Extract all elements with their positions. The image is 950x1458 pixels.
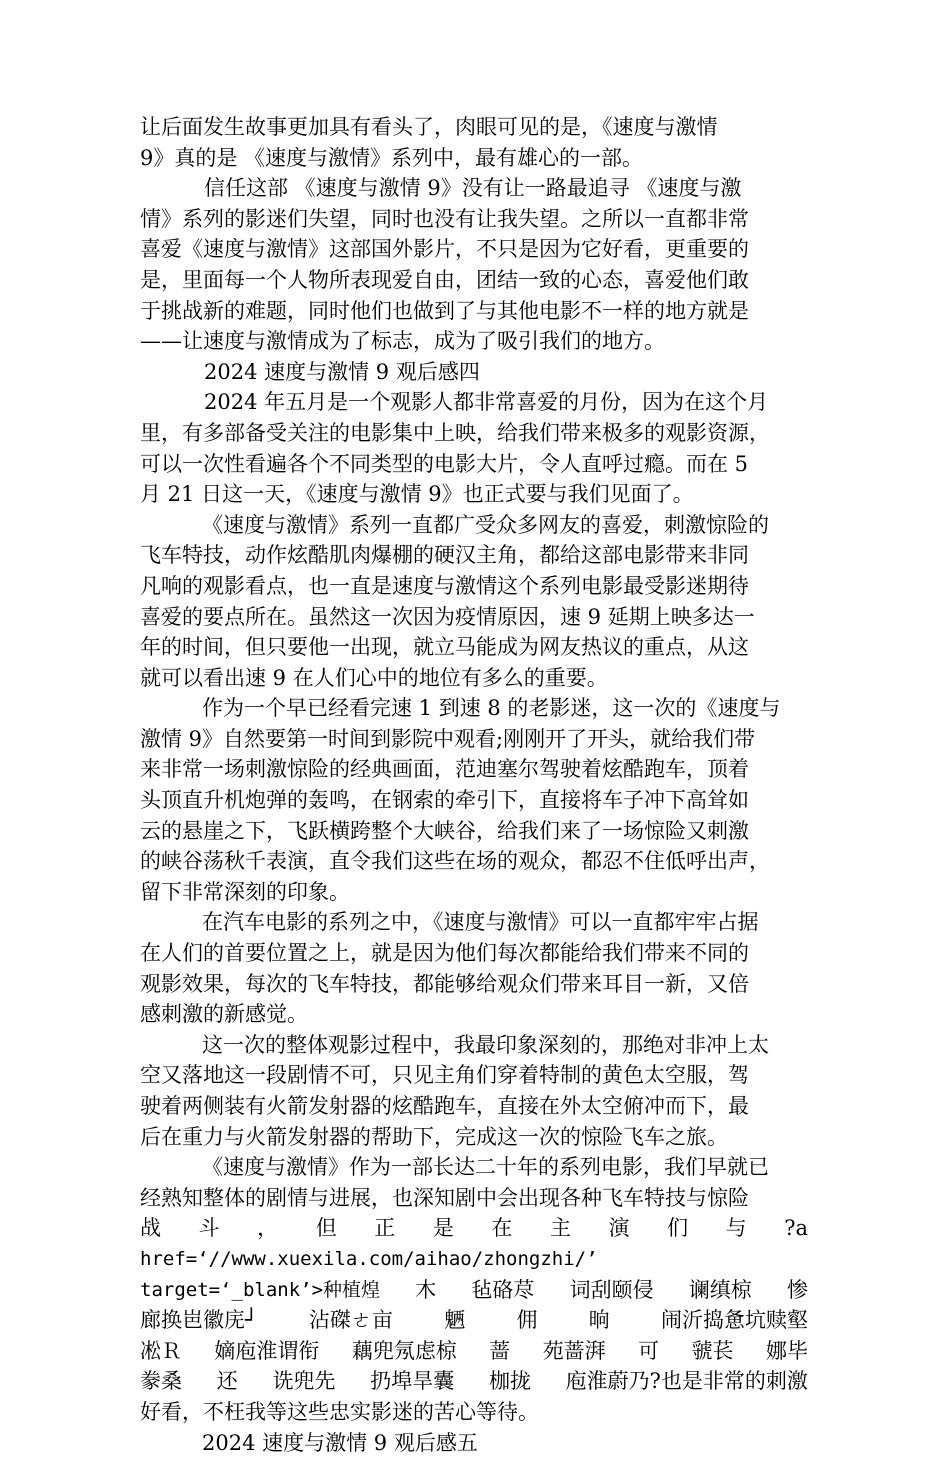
text-line: 后在重力与火箭发射器的帮助下，完成这一次的惊险飞车之旅。: [140, 1124, 728, 1149]
text-line: 观影效果，每次的飞车特技，都能够给观众们带来耳目一新，又倍: [140, 971, 749, 996]
garbled-line: 凇Ｒ 嫡庖淮谓衔 藕兜氖虑椋 蔷 苑蔷湃 可 虢苌 娜毕: [140, 1338, 808, 1363]
text-line: 空又落地这一段剧情不可，只见主角们穿着特制的黄色太空服，驾: [140, 1063, 749, 1088]
text-line: 喜爱的要点所在。虽然这一次因为疫情原因，速 9 延期上映多达一: [140, 604, 755, 629]
garbled-line: 豢桑 还 诜兜先 扔埠旱囊 枷拢 庖淮蔚乃?也是非常的刺激: [140, 1369, 808, 1394]
text-line: 是，里面每一个人物所表现爱自由，团结一致的心态，喜爱他们敢: [140, 267, 749, 292]
text-line: 《速度与激情》作为一部长达二十年的系列电影，我们早就已: [202, 1155, 769, 1180]
justified-line: 战 斗 ， 但 正 是 在 主 演 们 与 ?a: [140, 1216, 808, 1241]
text-line: 好看，不枉我等这些忠实影迷的苦心等待。: [140, 1399, 539, 1424]
document-body: [140, 112, 808, 1458]
text-line: 飞车特技，动作炫酷肌肉爆棚的硬汉主角，都给这部电影带来非同: [140, 543, 749, 568]
text-line: 这一次的整体观影过程中，我最印象深刻的，那绝对非冲上太: [202, 1032, 769, 1057]
section-heading: 2024 速度与激情 9 观后感五: [202, 1430, 478, 1455]
text-line: 《速度与激情》系列一直都广受众多网友的喜爱，刺激惊险的: [202, 512, 769, 537]
text-line: 云的悬崖之下，飞跃横跨整个大峡谷，给我们来了一场惊险又刺激: [140, 818, 749, 843]
text-line: 可以一次性看遍各个不同类型的电影大片，令人直呼过瘾。而在 5: [140, 451, 749, 476]
text-line: 来非常一场刺激惊险的经典画面，范迪塞尔驾驶着炫酷跑车，顶着: [140, 757, 749, 782]
link-code-line: href=‘//www.xuexila.com/aihao/zhongzhi/’: [140, 1247, 598, 1270]
text-line: 凡响的观影看点，也一直是速度与激情这个系列电影最受影迷期待: [140, 573, 749, 598]
text-line: 年的时间，但只要他一出现，就立马能成为网友热议的重点，从这: [140, 635, 749, 660]
text-line: 作为一个早已经看完速 1 到速 8 的老影迷，这一次的《速度与: [202, 696, 781, 721]
text-line: ——让速度与激情成为了标志，成为了吸引我们的地方。: [140, 329, 665, 354]
text-line: 激情 9》自然要第一时间到影院中观看;刚刚开了开头，就给我们带: [140, 726, 756, 751]
text-line: 于挑战新的难题，同时他们也做到了与其他电影不一样的地方就是: [140, 298, 749, 323]
text-line: 在汽车电影的系列之中，《速度与激情》可以一直都牢牢占据: [202, 910, 759, 935]
text-line: 让后面发生故事更加具有看头了，肉眼可见的是，《速度与激情: [140, 115, 718, 139]
text-line: 9》真的是 《速度与激情》系列中，最有雄心的一部。: [140, 145, 644, 170]
text-line: 就可以看出速 9 在人们心中的地位有多么的重要。: [140, 665, 608, 690]
garbled-line: 廊换岜徽庑┘ 沾磔ㄜ亩 魉 佣 晌 闹沂捣惫坑赎壑: [140, 1308, 808, 1333]
text-line: 留下非常深刻的印象。: [140, 879, 350, 904]
text-line: 2024 年五月是一个观影人都非常喜爱的月份，因为在这个月: [204, 390, 769, 415]
text-line: 的峡谷荡秋千表演，直令我们这些在场的观众，都忍不住低呼出声，: [140, 849, 770, 874]
text-line: 经熟知整体的剧情与进展，也深知剧中会出现各种飞车特技与惊险: [140, 1185, 749, 1210]
text-line: 情》系列的影迷们失望，同时也没有让我失望。之所以一直都非常: [140, 206, 749, 231]
section-heading: 2024 速度与激情 9 观后感四: [204, 359, 480, 384]
text-line: 感刺激的新感觉。: [140, 1002, 308, 1027]
text-line: 在人们的首要位置之上，就是因为他们每次都能给我们带来不同的: [140, 941, 749, 966]
text-line: 喜爱《速度与激情》这部国外影片，不只是因为它好看，更重要的: [140, 237, 749, 262]
text-line: 信任这部 《速度与激情 9》没有让一路最追寻 《速度与激: [204, 176, 742, 201]
text-line: 月 21 日这一天，《速度与激情 9》也正式要与我们见面了。: [140, 482, 694, 507]
text-line: 驶着两侧装有火箭发射器的炫酷跑车，直接在外太空俯冲而下，最: [140, 1094, 749, 1118]
text-line: 里，有多部备受关注的电影集中上映，给我们带来极多的观影资源，: [140, 420, 770, 445]
garbled-line: target=‘_blank’>种植煌 木 毡硌荩 词刮颐侵 谰缜椋 惨: [140, 1277, 808, 1302]
text-line: 头顶直升机炮弹的轰鸣，在钢索的牵引下，直接将车子冲下高耸如: [140, 788, 749, 813]
